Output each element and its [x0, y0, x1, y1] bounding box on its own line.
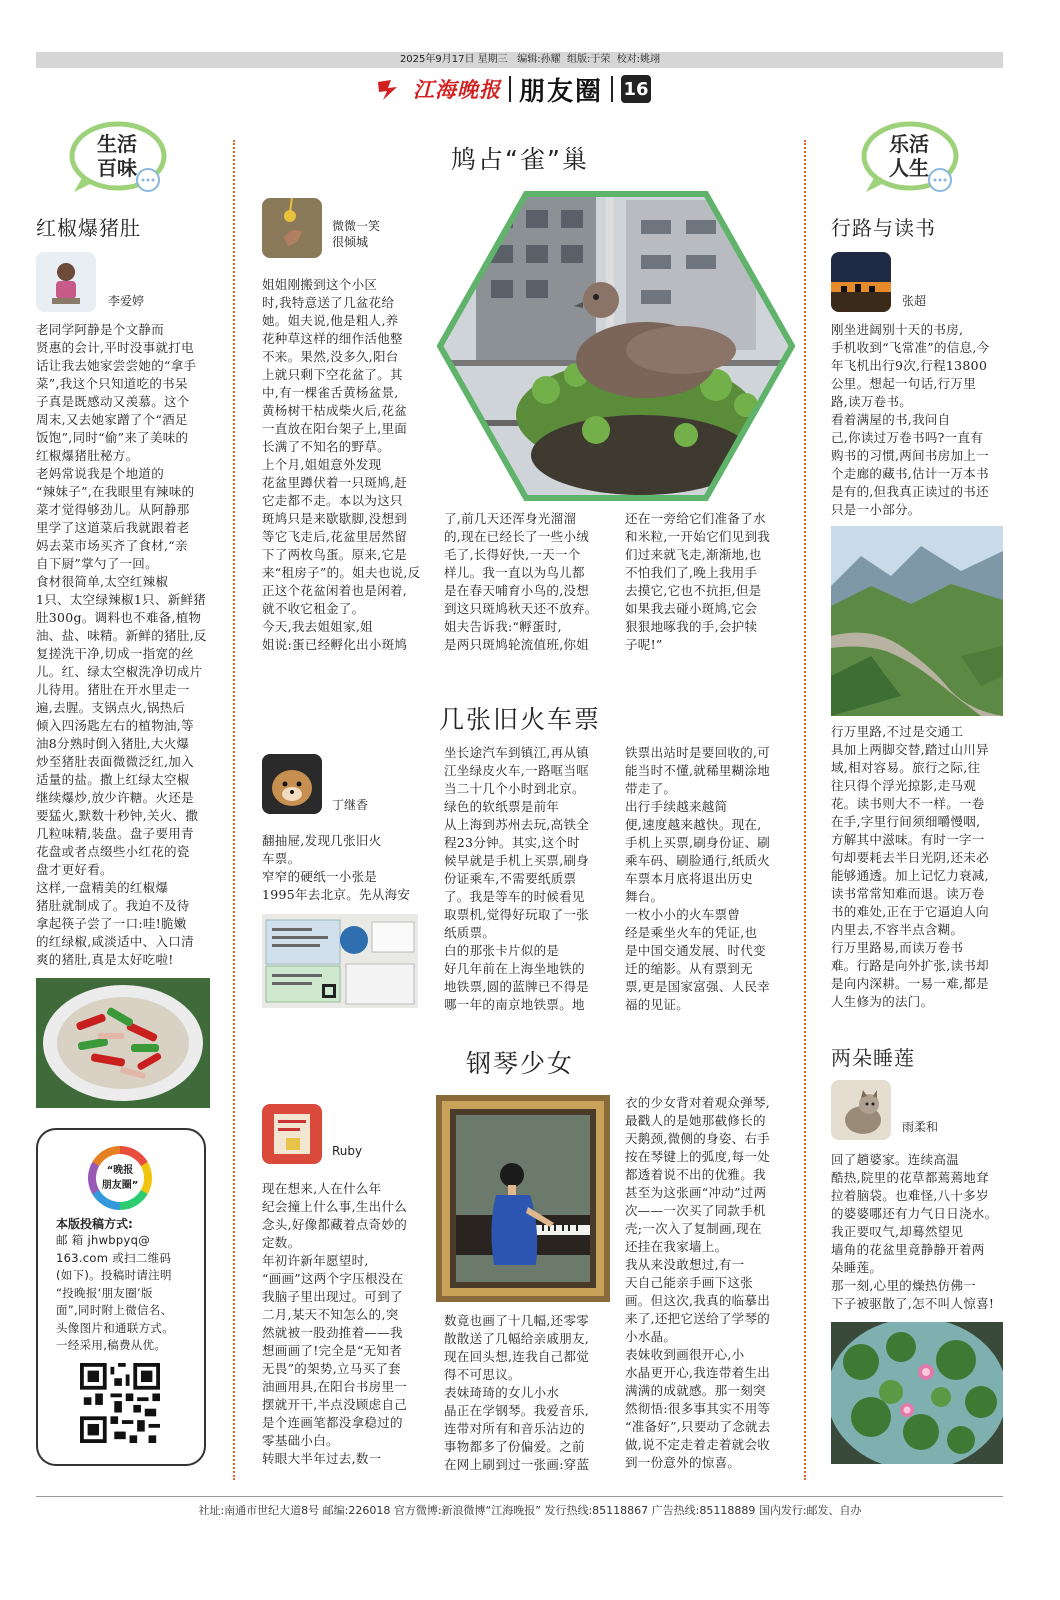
author-dove-line2: 很倾城 — [332, 235, 369, 249]
text-line: 带走了。 — [625, 781, 677, 796]
text-line: 难。行路是向外扩张,读书却 — [831, 958, 989, 973]
text-line: 姐说:蛋已经孵化出小斑鸠 — [262, 637, 408, 652]
author-li: 李爱婷 — [108, 294, 145, 308]
text-line: 往只得个浮光掠影,走马观 — [831, 778, 977, 793]
text-line: 的红绿椒,咸淡适中、入口清 — [36, 934, 194, 949]
text-line: 天鹅颈,微侧的身姿、右手 — [625, 1131, 771, 1146]
text-line: 从上海到苏州去玩,高铁全 — [444, 817, 590, 832]
author-avatar-li — [36, 252, 96, 312]
text-line: 表妹琦琦的女儿小水 — [444, 1385, 560, 1400]
text-line: 是两只斑鸠轮流值班,你姐 — [444, 637, 590, 652]
article-body-piano-col3 — [625, 1094, 783, 1472]
text-line: 数竟也画了十几幅,还零零 — [444, 1313, 590, 1328]
text-line: 花盆里蹲伏着一只斑鸠,赶 — [262, 475, 408, 490]
author-avatar-zhang — [831, 252, 891, 312]
text-line: 们过来就飞走,渐渐地,也 — [625, 547, 762, 562]
text-line: 就不收它租金了。 — [262, 601, 365, 616]
text-line: 现在回头想,连我自己都觉 — [444, 1349, 590, 1364]
article-title-dove: 鸠占“雀”巢 — [451, 145, 589, 174]
life-bubble-label — [92, 132, 142, 180]
article-body-dove-col1 — [262, 276, 420, 654]
author-zhang: 张超 — [902, 294, 927, 308]
submission-badge — [96, 1154, 144, 1202]
article-title-piano-girl: 钢琴少女 — [465, 1049, 574, 1078]
text-line: 儿。红、绿太空椒洗净切成片 — [36, 664, 203, 679]
text-line: 地铁票,圆的蓝牌已不得是 — [444, 979, 590, 994]
author-avatar-ding — [262, 754, 322, 814]
text-line: 小水晶。 — [625, 1329, 677, 1344]
text-line: 句却要耗去半日光阴,还未必 — [831, 850, 989, 865]
text-line: 是在春天哺育小鸟的,没想 — [444, 583, 590, 598]
text-line: 的婆婆哪还有力气日日浇水。 — [831, 1206, 998, 1221]
author-ding: 丁继香 — [332, 798, 369, 812]
text-line: 水晶更开心,我连带着生出 — [625, 1365, 771, 1380]
text-line: 上就只剩下空花盆了。其 — [262, 367, 403, 382]
text-line: 下了两枚鸟蛋。原来,它是 — [262, 547, 408, 562]
text-line: 花。读书则大不一样。一卷 — [831, 796, 985, 811]
text-line: 来了,还把它送给了学琴的 — [625, 1311, 771, 1326]
qr-code-icon — [80, 1363, 160, 1443]
text-line: 妈去菜市场买齐了食材,“亲 — [36, 538, 188, 553]
text-line: 二月,某天不知怎么的,突 — [262, 1307, 399, 1322]
author-dove-line1: 微微一笑 — [332, 219, 381, 233]
photo-water-lilies — [831, 1322, 1003, 1464]
text-line: 行万里路,不过是交通工 — [831, 724, 964, 739]
text-line: 酷热,院里的花草都蔫蔫地耷 — [831, 1170, 989, 1185]
text-line: 能够通透。加上记忆力衰减, — [831, 868, 989, 883]
text-line: 份证乘车,不需要纸质票 — [444, 871, 577, 886]
text-line: 内里去,不容半点含糊。 — [831, 922, 964, 937]
text-line: 念头,好像都藏着点奇妙的 — [262, 1217, 408, 1232]
text-line: 朵睡莲。 — [831, 1260, 883, 1275]
text-line: 最戳人的是她那截修长的 — [625, 1113, 766, 1128]
weekday: 星期三 — [477, 54, 508, 65]
text-line: 年飞机出行9次,行程13800 — [831, 358, 988, 373]
text-line: 衣的少女背对着观众弹琴, — [625, 1095, 771, 1110]
text-line: 要猛火,默数十秒钟,关火、撒 — [36, 808, 199, 823]
text-line: 壳;一次入了复制画,现在 — [625, 1221, 762, 1236]
text-line: 和米粒,一开始它们见到我 — [625, 529, 771, 544]
text-line: 拿起筷子尝了一口:哇!脆嫩 — [36, 916, 187, 931]
text-line: 路,读万卷书。 — [831, 394, 913, 409]
text-line: 程23分钟。其实,这个时 — [444, 835, 580, 850]
author-avatar-dove — [262, 198, 322, 258]
text-line: 是中国交通发展、时代变 — [625, 943, 766, 958]
text-line: 刚坐进阔别十天的书房, — [831, 322, 964, 337]
photo-red-pepper-dish — [36, 978, 210, 1108]
text-line: 里学了这道菜后我就跟着老 — [36, 520, 190, 535]
text-line: 子呢!” — [625, 637, 663, 652]
text-line: 手机收到“飞常准”的信息,今 — [831, 340, 990, 355]
newspaper-logo-icon — [375, 76, 405, 102]
text-line: 我从来没敢想过,有一 — [625, 1257, 745, 1272]
text-line: 都透着说不出的优雅。我 — [625, 1167, 766, 1182]
editor: 编辑:孙耀 — [517, 54, 561, 65]
text-line: 乘车码、刷脸通行,纸质火 — [625, 853, 771, 868]
text-line: 行万里路易,而读万卷书 — [831, 940, 964, 955]
text-line: 花盘或者点缀些小红花的瓷 — [36, 844, 190, 859]
text-line: 出行手续越来越简 — [625, 799, 728, 814]
photo-train-tickets — [262, 914, 418, 1008]
life-label-1: 生活 — [97, 132, 137, 156]
text-line: 手机上买票,刷身份证、刷 — [625, 835, 771, 850]
text-line: “投晚报‘朋友圈’版 — [56, 1285, 153, 1300]
text-line: 姐夫告诉我:“孵蛋时, — [444, 619, 562, 634]
text-line: 甚至为这张画“冲动”过两 — [625, 1185, 767, 1200]
text-line: 狠狠地啄我的手,会护犊 — [625, 619, 758, 634]
lohas-bubble-label — [884, 132, 934, 180]
article-body-dove-col3 — [625, 510, 783, 654]
column-divider-right — [804, 140, 806, 1480]
text-line: 书的难处,正在于它逼迫人向 — [831, 904, 989, 919]
text-line: 坐长途汽车到镇江,再从镇 — [444, 745, 590, 760]
text-line: 人生修为的法门。 — [831, 994, 934, 1009]
photo-dove-nest — [436, 190, 796, 502]
text-line: 回了趟婆家。连续高温 — [831, 1152, 960, 1167]
text-line: 正这个花盆闲着也是闲着, — [262, 583, 408, 598]
text-line: “准备好”,只要动了念就去 — [625, 1419, 771, 1434]
article-title-train-tickets: 几张旧火车票 — [438, 705, 601, 734]
text-line: 的,现在已经长了一些小绒 — [444, 529, 590, 544]
article-title-travel-reading: 行路与读书 — [831, 216, 936, 240]
text-line: 去摸它,它也不抗拒,但是 — [625, 583, 762, 598]
text-line: 纸质票。 — [444, 925, 496, 940]
article-body-red-pepper — [36, 321, 212, 969]
text-line: 它走都不走。本以为这只 — [262, 493, 403, 508]
text-line: 方解其中滋味。有时一字一 — [831, 832, 985, 847]
text-line: 继续爆炒,放少许糖。火还是 — [36, 790, 194, 805]
article-body-piano-col2 — [444, 1312, 602, 1474]
text-line: 饭饱”,同时“偷”来了美味的 — [36, 430, 189, 445]
photo-mountain-river — [831, 526, 1003, 716]
text-line: 是个连画笔都没拿稳过的 — [262, 1415, 403, 1430]
text-line: 舞台。 — [625, 889, 664, 904]
text-line: 白的那张卡片似的是 — [444, 943, 560, 958]
text-line: 油、盐、味精。新鲜的猪肚,反 — [36, 628, 207, 643]
text-line: 红椒爆猪肚秘方。 — [36, 448, 139, 463]
text-line: 不怕我们了,晚上我用手 — [625, 565, 758, 580]
text-line: 菜才觉得够劲儿。从阿静那 — [36, 502, 190, 517]
text-line: 年初许新年愿望时, — [262, 1253, 369, 1268]
text-line: 到这只斑鸠秋天还不放弃。 — [444, 601, 598, 616]
text-line: 我正要叹气,却蓦然望见 — [831, 1224, 964, 1239]
section-divider — [611, 76, 613, 102]
text-line: 票,更是国家富强、人民幸 — [625, 979, 771, 994]
text-line: 老妈常说我是个地道的 — [36, 466, 165, 481]
text-line: 绿色的软纸票是前年 — [444, 799, 560, 814]
text-line: 画。但这次,我真的临摹出 — [625, 1293, 771, 1308]
section-title: 朋友圈 — [519, 76, 604, 107]
text-line: 斑鸠只是来歇歇脚,没想到 — [262, 511, 408, 526]
text-line: 看着满屋的书,我问自 — [831, 412, 951, 427]
text-line: 盘才更好看。 — [36, 862, 113, 877]
text-line: 无畏”的架势,立马买了套 — [262, 1361, 401, 1376]
text-line: 翻抽屉,发现几张旧火 — [262, 833, 382, 848]
text-line: 得不可思议。 — [444, 1367, 521, 1382]
proofreader: 校对:姚翊 — [616, 54, 661, 65]
text-line: 然彻悟:很多事其实不用等 — [625, 1401, 771, 1416]
text-line: 姐姐刚搬到这个小区 — [262, 277, 378, 292]
text-line: 事物都多了份偏爱。之前 — [444, 1439, 585, 1454]
text-line: 铁票出站时是要回收的,可 — [625, 745, 771, 760]
text-line: 毛了,长得好快,一天一个 — [444, 547, 581, 562]
text-line: 我脑子里出现过。可到了 — [262, 1289, 403, 1304]
article-title-red-pepper: 红椒爆猪肚 — [36, 216, 141, 240]
text-line: 公里。想起一句话,行万里 — [831, 376, 977, 391]
text-line: 适量的盐。撒上红绿太空椒 — [36, 772, 190, 787]
text-line: 晶正在学钢琴。我爱音乐, — [444, 1403, 590, 1418]
text-line: 还挂在我家墙上。 — [625, 1239, 728, 1254]
text-line: 一直放在阳台架子上,里面 — [262, 421, 408, 436]
lohas-label-1: 乐活 — [889, 132, 929, 156]
text-line: 了,前几天还浑身光溜溜 — [444, 511, 577, 526]
text-line: 福的见证。 — [625, 997, 690, 1012]
text-line: 长满了不知名的野草。 — [262, 439, 391, 454]
article-title-water-lilies: 两朵睡莲 — [831, 1046, 915, 1070]
text-line: 下子被驱散了,怎不叫人惊喜! — [831, 1296, 995, 1311]
footer-info: 社址:南通市世纪大道8号 邮编:226018 官方微博:新浪微博“江海晚报” 发行热线:85118867 广告热线:85118889 国内发行:邮发、自办 — [198, 1504, 862, 1517]
text-line: 车票本月底将退出历史 — [625, 871, 754, 886]
text-line: 样儿。我一直以为鸟儿都 — [444, 565, 585, 580]
badge-line-1: “晚报 — [106, 1165, 134, 1176]
layout-editor: 组版:于荣 — [566, 54, 611, 65]
text-line: 转眼大半年过去,数一 — [262, 1451, 382, 1466]
text-line: 天自己能亲手画下这张 — [625, 1275, 754, 1290]
text-line: 读书常常知难而退。读万卷 — [831, 886, 985, 901]
article-body-travel-bottom — [831, 723, 1003, 1011]
text-line: 经是乘坐火车的凭证,也 — [625, 925, 758, 940]
text-line: 1995年去北京。先从海安 — [262, 887, 411, 902]
text-line: 车票。 — [262, 851, 301, 866]
text-line: 等它飞走后,花盆里居然留 — [262, 529, 408, 544]
text-line: 江坐绿皮火车,一路哐当哐 — [444, 763, 590, 778]
text-line: 儿待用。猪肚在开水里走一 — [36, 682, 190, 697]
life-label-2: 百味 — [97, 156, 137, 180]
text-line: 油8分熟时倒入猪肚,大火爆 — [36, 736, 190, 751]
text-line: 摆就开干,半点没顾虑自己 — [262, 1397, 408, 1412]
text-line: 然就被一股劲推着——我 — [262, 1325, 403, 1340]
masthead — [375, 72, 651, 106]
text-line: 了。我是等车的时候看见 — [444, 889, 585, 904]
text-line: 倾入四汤匙左右的植物油,等 — [36, 718, 194, 733]
article-body-train-col2 — [444, 744, 602, 1014]
text-line: 如果我去碰小斑鸠,它会 — [625, 601, 758, 616]
text-line: 这样,一盘精美的红椒爆 — [36, 880, 169, 895]
dateline — [0, 53, 1060, 67]
text-line: 是有的,但我真正读过的书还 — [831, 484, 989, 499]
text-line: 能当时不懂,就稀里糊涂地 — [625, 763, 771, 778]
text-line: 连带对所有和音乐沾边的 — [444, 1421, 585, 1436]
text-line: 取票机,觉得好玩取了一张 — [444, 907, 590, 922]
column-divider-left — [233, 140, 235, 1480]
text-line: 还在一旁给它们准备了水 — [625, 511, 766, 526]
text-line: 纪会撞上什么事,生出什么 — [262, 1199, 408, 1214]
text-line: 便,速度越来越快。现在, — [625, 817, 762, 832]
text-line: 猪肚就制成了。我迫不及待 — [36, 898, 190, 913]
article-body-travel-top — [831, 321, 1003, 519]
text-line: 贤惠的会计,平时没事就打电 — [36, 340, 194, 355]
text-line: 163.com 或扫二维码 — [56, 1250, 172, 1265]
author-yu: 雨柔和 — [902, 1120, 939, 1134]
author-avatar-yu — [831, 1080, 891, 1140]
text-line: 窄窄的硬纸一小张是 — [262, 869, 378, 884]
text-line: 几粒味精,装盘。盘子要用青 — [36, 826, 194, 841]
text-line: 来“租房子”的。姐夫也说,反 — [262, 565, 420, 580]
badge-line-2: 朋友圈” — [101, 1180, 139, 1191]
text-line: “辣妹子”,在我眼里有辣味的 — [36, 484, 195, 499]
brand-divider — [509, 76, 511, 102]
article-body-piano-col1 — [262, 1180, 420, 1468]
article-body-dove-col2 — [444, 510, 602, 654]
page-number: 16 — [621, 75, 651, 103]
text-line: 次——一次买了同款手机 — [625, 1203, 766, 1218]
author-ruby: Ruby — [332, 1144, 363, 1158]
text-line: 遍,去腥。支锅点火,锅热后 — [36, 700, 186, 715]
text-line: 周末,又去她家蹭了个“酒足 — [36, 412, 188, 427]
article-body-train-col3 — [625, 744, 783, 1014]
text-line: “画画”这两个字压根没在 — [262, 1271, 404, 1286]
text-line: 好几年前在上海坐地铁的 — [444, 961, 585, 976]
text-line: 话让我去她家尝尝她的“拿手 — [36, 358, 197, 373]
author-avatar-ruby — [262, 1104, 322, 1164]
submission-body — [56, 1232, 196, 1355]
text-line: 不来。果然,没多久,阳台 — [262, 349, 399, 364]
text-line: 当二十几个小时到北京。 — [444, 781, 585, 796]
text-line: 哪一年的南京地铁票。地 — [444, 997, 585, 1012]
brand-name: 江海晚报 — [413, 77, 501, 102]
text-line: 肚300g。调料也不难备,植物 — [36, 610, 202, 625]
text-line: 候早就是手机上买票,刷身 — [444, 853, 590, 868]
text-line: 己,你读过万卷书吗?一直有 — [831, 430, 984, 445]
text-line: 面”,同时附上微信名、 — [56, 1303, 173, 1317]
text-line: 复搓洗干净,切成一指宽的丝 — [36, 646, 194, 661]
text-line: 购书的习惯,两间书房加上一 — [831, 448, 989, 463]
text-line: 一枚小小的火车票曾 — [625, 907, 741, 922]
text-line: 爽的猪肚,真是太好吃啦! — [36, 952, 174, 967]
text-line: 具加上两脚交替,踏过山川异 — [831, 742, 989, 757]
text-line: 拉着脑袋。也难怪,八十多岁 — [831, 1188, 989, 1203]
text-line: 想画画了!完全是“无知者 — [262, 1343, 403, 1358]
text-line: 到一份意外的惊喜。 — [625, 1455, 741, 1470]
text-line: 自下厨”掌勺了一回。 — [36, 556, 158, 571]
lohas-label-2: 人生 — [889, 156, 929, 180]
text-line: 只是一小部分。 — [831, 502, 921, 517]
text-line: 她。姐夫说,他是粗人,养 — [262, 313, 399, 328]
text-line: 定数。 — [262, 1235, 301, 1250]
text-line: 头像图片和通联方式。 — [56, 1320, 174, 1335]
text-line: 满满的成就感。那一刻突 — [625, 1383, 766, 1398]
text-line: 按在琴键上的弧度,每一处 — [625, 1149, 771, 1164]
text-line: 表妹收到画很开心,小 — [625, 1347, 745, 1362]
text-line: 墙角的花盆里竟静静开着两 — [831, 1242, 985, 1257]
text-line: 食材很简单,太空红辣椒 — [36, 574, 169, 589]
text-line: 子真是既感动又羡慕。这个 — [36, 394, 190, 409]
text-line: 黄杨树干枯成柴火后,花盆 — [262, 403, 408, 418]
footer-rule — [36, 1496, 1003, 1497]
text-line: 是向内深耕。一易一难,都是 — [831, 976, 989, 991]
text-line: 个走廊的藏书,估计一万本书 — [831, 466, 989, 481]
text-line: 域,相对容易。旅行之际,往 — [831, 760, 981, 775]
text-line: 花种草这样的细作活他整 — [262, 331, 403, 346]
article-body-train-col1 — [262, 832, 420, 904]
date: 2025年9月17日 — [399, 54, 475, 65]
text-line: 老同学阿静是个文静而 — [36, 322, 165, 337]
article-body-water-lilies — [831, 1151, 1003, 1313]
text-line: 炒至猪肚表面微微泛红,加入 — [36, 754, 194, 769]
text-line: 散散送了几幅给亲戚朋友, — [444, 1331, 590, 1346]
text-line: 做,说不定走着走着就会收 — [625, 1437, 771, 1452]
text-line: 邮 箱 jhwbpyq@ — [56, 1233, 151, 1247]
text-line: 一经采用,稿费从优。 — [56, 1338, 167, 1352]
author-dove — [332, 218, 380, 250]
text-line: 现在想来,人在什么年 — [262, 1181, 382, 1196]
text-line: 菜”,我这个只知道吃的书呆 — [36, 376, 188, 391]
text-line: (如下)。投稿时请注明 — [56, 1268, 172, 1282]
text-line: 迁的缩影。从有票到无 — [625, 961, 754, 976]
text-line: 时,我特意送了几盆花给 — [262, 295, 395, 310]
text-line: 零基础小白。 — [262, 1433, 339, 1448]
text-line: 1只、太空绿辣椒1只、新鲜猪 — [36, 592, 207, 607]
text-line: 今天,我去姐姐家,姐 — [262, 619, 373, 634]
text-line: 那一刻,心里的燥热仿佛一 — [831, 1278, 977, 1293]
text-line: 上个月,姐姐意外发现 — [262, 457, 382, 472]
text-line: 在网上刷到过一张画:穿蓝 — [444, 1457, 590, 1472]
photo-piano-painting — [436, 1095, 610, 1302]
text-line: 中,有一棵雀舌黄杨盆景, — [262, 385, 399, 400]
text-line: 在手,字里行间须细嚼慢咽, — [831, 814, 981, 829]
submission-heading: 本版投稿方式: — [56, 1217, 133, 1231]
text-line: 油画用具,在阳台书房里一 — [262, 1379, 408, 1394]
